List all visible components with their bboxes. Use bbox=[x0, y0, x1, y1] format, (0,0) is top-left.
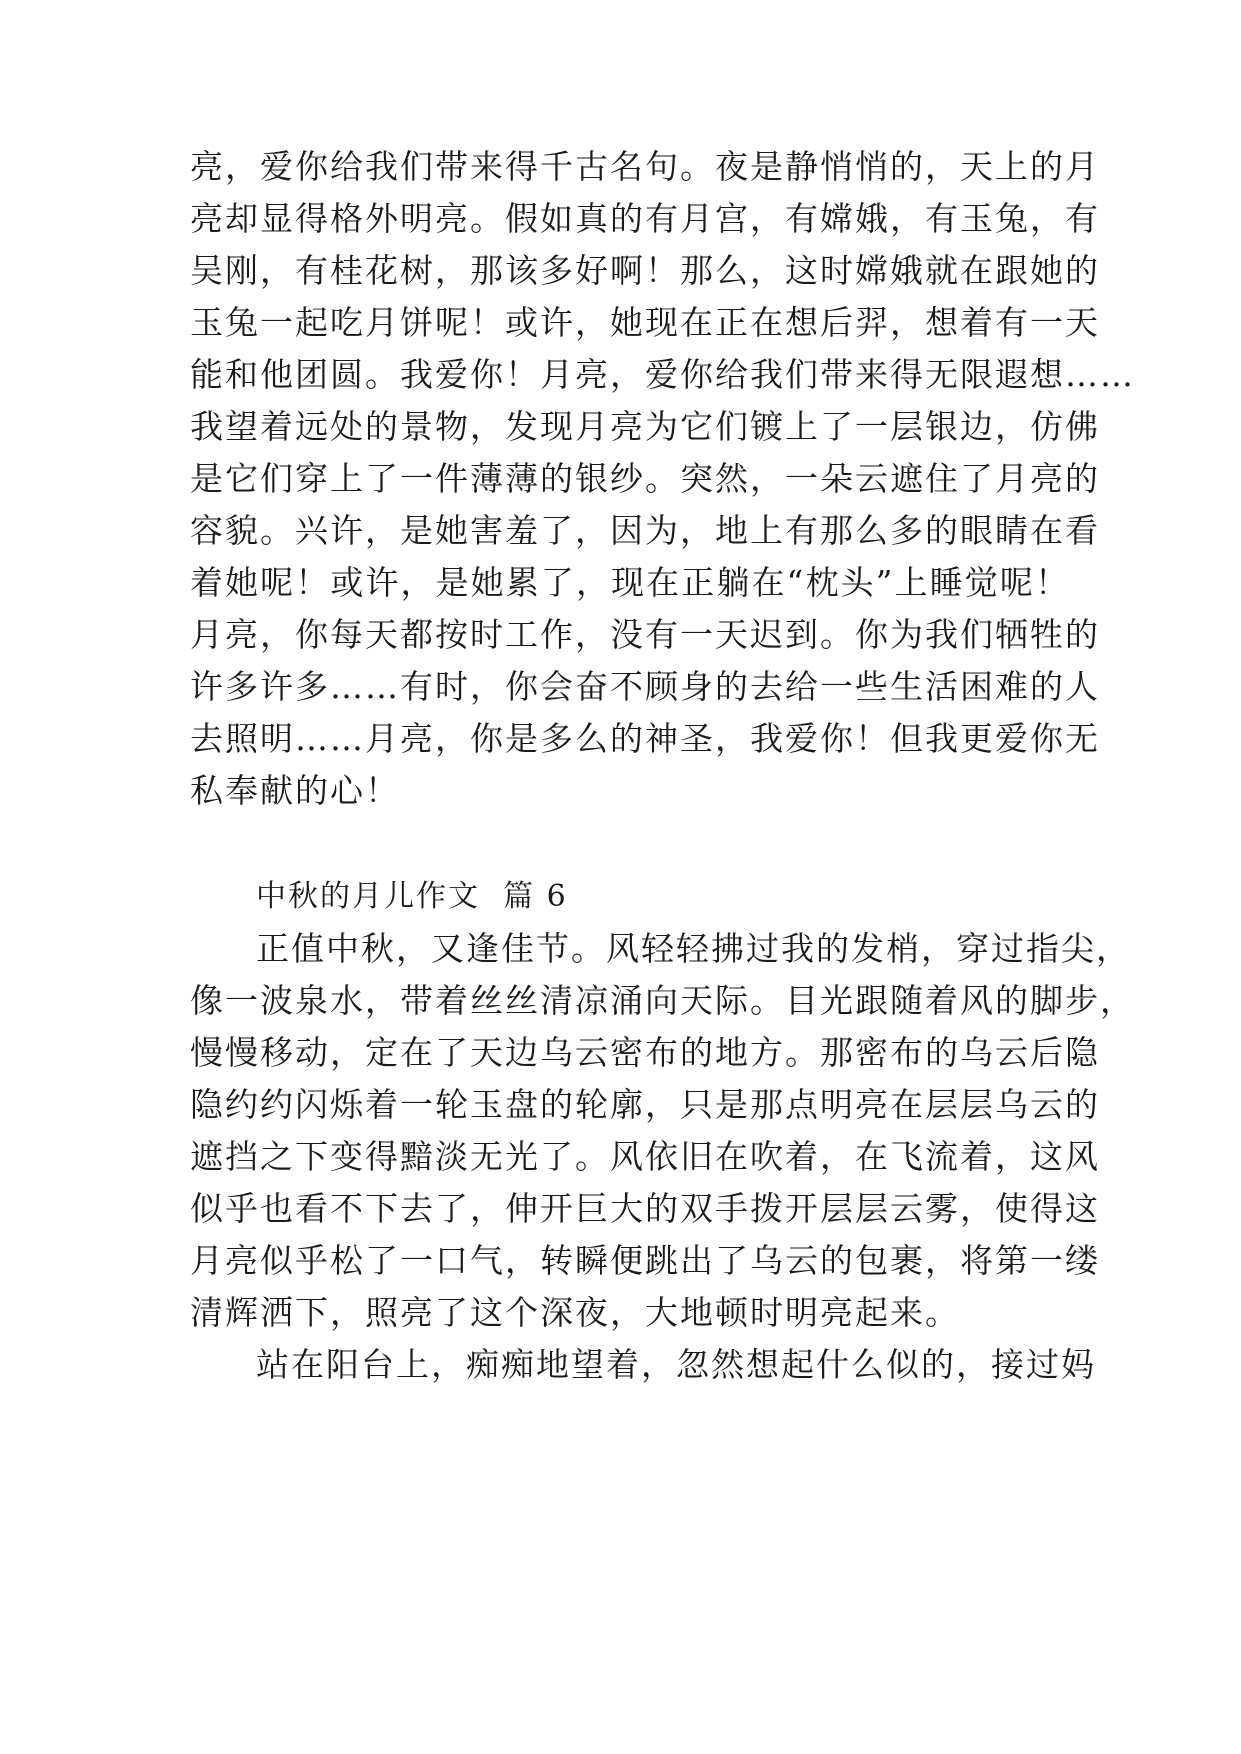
paragraph-line: 遮挡之下变得黯淡无光了。风依旧在吹着，在飞流着，这风 bbox=[190, 1137, 1100, 1176]
paragraph-line: 清辉洒下，照亮了这个深夜，大地顿时明亮起来。 bbox=[190, 1293, 960, 1332]
paragraph-line: 站在阳台上，痴痴地望着，忽然想起什么似的，接过妈 bbox=[256, 1345, 1096, 1384]
paragraph-line: 亮，爱你给我们带来得千古名句。夜是静悄悄的，天上的月 bbox=[190, 147, 1100, 186]
paragraph-line: 许多许多……有时，你会奋不顾身的去给一些生活困难的人 bbox=[190, 667, 1100, 706]
paragraph-line: 像一波泉水，带着丝丝清凉涌向天际。目光跟随着风的脚步， bbox=[190, 981, 1135, 1020]
paragraph-line: 隐约约闪烁着一轮玉盘的轮廓，只是那点明亮在层层乌云的 bbox=[190, 1085, 1100, 1124]
paragraph-line: 月亮，你每天都按时工作，没有一天迟到。你为我们牺牲的 bbox=[190, 615, 1100, 654]
section-heading: 中秋的月儿作文 篇 6 bbox=[256, 879, 568, 914]
paragraph-line: 月亮似乎松了一口气，转瞬便跳出了乌云的包裹，将第一缕 bbox=[190, 1241, 1100, 1280]
paragraph-line: 似乎也看不下去了，伸开巨大的双手拨开层层云雾，使得这 bbox=[190, 1189, 1100, 1228]
paragraph-line: 去照明……月亮，你是多么的神圣，我爱你！但我更爱你无 bbox=[190, 719, 1100, 758]
paragraph-line: 玉兔一起吃月饼呢！或许，她现在正在想后羿，想着有一天 bbox=[190, 303, 1100, 342]
paragraph-line: 慢慢移动，定在了天边乌云密布的地方。那密布的乌云后隐 bbox=[190, 1033, 1100, 1072]
paragraph-line: 是它们穿上了一件薄薄的银纱。突然，一朵云遮住了月亮的 bbox=[190, 459, 1100, 498]
paragraph-line: 能和他团圆。我爱你！月亮，爱你给我们带来得无限遐想…… bbox=[190, 355, 1135, 394]
paragraph-line: 吴刚，有桂花树，那该多好啊！那么，这时嫦娥就在跟她的 bbox=[190, 251, 1100, 290]
paragraph-line: 亮却显得格外明亮。假如真的有月宫，有嫦娥，有玉兔，有 bbox=[190, 199, 1100, 238]
paragraph-line: 容貌。兴许，是她害羞了，因为，地上有那么多的眼睛在看 bbox=[190, 511, 1100, 550]
paragraph-line: 着她呢！或许，是她累了，现在正躺在“枕头”上睡觉呢！ bbox=[190, 563, 1070, 602]
paragraph-line: 私奉献的心！ bbox=[190, 771, 400, 810]
paragraph-line: 我望着远处的景物，发现月亮为它们镀上了一层银边，仿佛 bbox=[190, 407, 1100, 446]
paragraph-line: 正值中秋，又逢佳节。风轻轻拂过我的发梢，穿过指尖， bbox=[256, 929, 1131, 968]
